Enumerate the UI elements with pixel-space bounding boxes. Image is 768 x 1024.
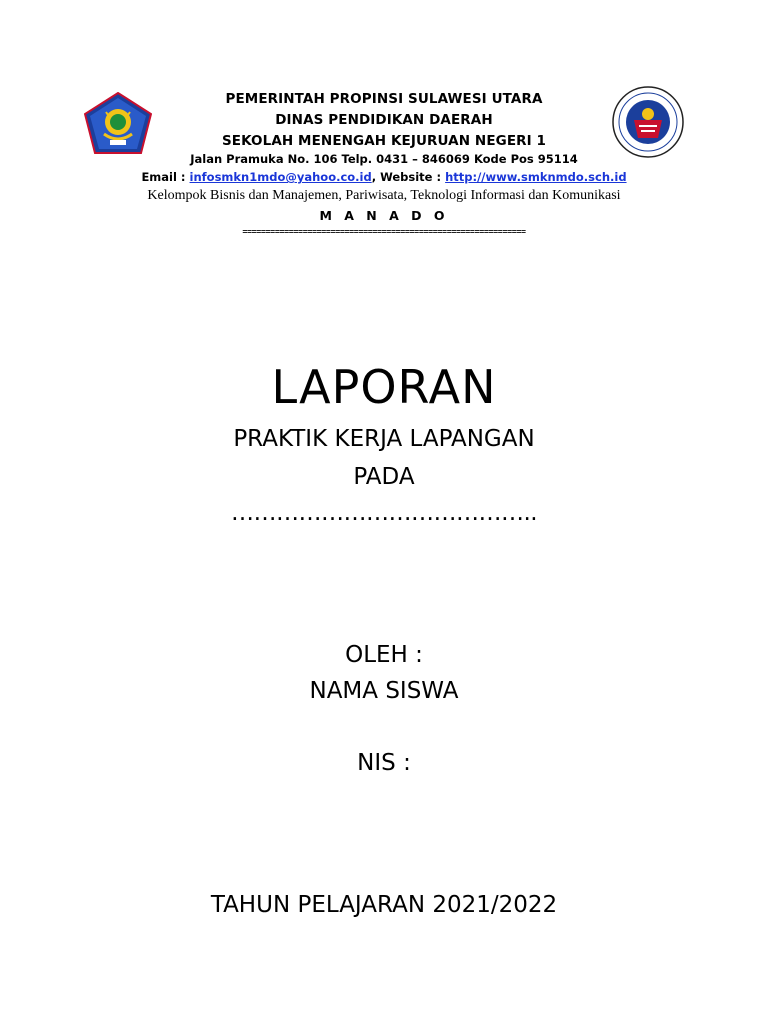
website-link[interactable]: http://www.smknmdo.sch.id	[445, 170, 627, 184]
letterhead-program-groups: Kelompok Bisnis dan Manajemen, Pariwisata, Teknologi Informasi dan Komunikasi	[147, 188, 621, 203]
letterhead-divider: =============================================================	[242, 226, 526, 236]
company-name-placeholder: …………………………………..	[230, 500, 538, 526]
email-link[interactable]: infosmkn1mdo@yahoo.co.id	[189, 170, 372, 184]
letterhead-province: PEMERINTAH PROPINSI SULAWESI UTARA	[225, 91, 543, 107]
nis-label: NIS :	[357, 750, 411, 776]
report-subtitle-pada: PADA	[353, 464, 415, 490]
letterhead-city: M A N A D O	[319, 208, 449, 223]
academic-year: TAHUN PELAJARAN 2021/2022	[210, 892, 558, 918]
letterhead-contact	[0, 170, 768, 184]
website-label: , Website :	[371, 170, 446, 184]
letterhead-address: Jalan Pramuka No. 106 Telp. 0431 – 846069 Kode Pos 95114	[190, 152, 578, 166]
letterhead-department: DINAS PENDIDIKAN DAERAH	[275, 112, 493, 128]
report-subtitle: PRAKTIK KERJA LAPANGAN	[233, 426, 535, 452]
report-title: LAPORAN	[271, 360, 497, 414]
letterhead-school-name: SEKOLAH MENENGAH KEJURUAN NEGERI 1	[221, 133, 547, 149]
email-label: Email :	[141, 170, 190, 184]
student-name: NAMA SISWA	[309, 678, 459, 704]
by-label: OLEH :	[345, 642, 423, 668]
